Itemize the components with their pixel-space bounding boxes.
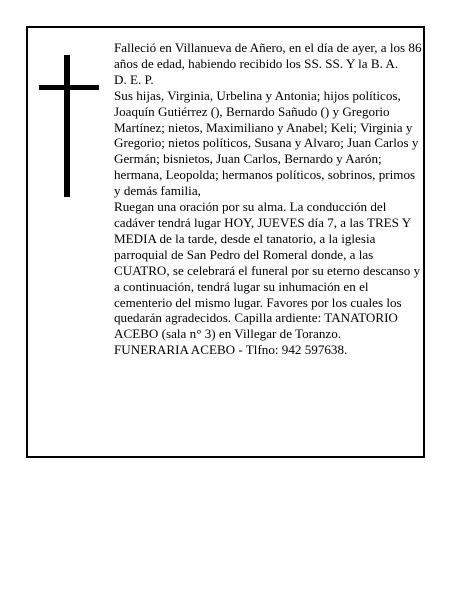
cross-vertical-bar	[64, 55, 70, 197]
service-details: Ruegan una oración por su alma. La conducción del cadáver tendrá lugar HOY, JUEVES día 7, a las TRES Y MEDIA de la tarde, desde el tanatorio, a la iglesia parroquial de San Pedro del Romeral donde, a las CUATRO, se celebrará el funeral por su eterno descanso y a continuación, tendrá lugar su inhumación en el cementerio del mismo lugar. Favores por los cuales los quedarán agradecidos. Capilla ardiente: TANATORIO ACEBO (sala n° 3) en Villegar de Toranzo.	[114, 199, 421, 342]
death-announcement: Falleció en Villanueva de Añero, en el día de ayer, a los 86 años de edad, habiendo recibido los SS. SS. Y la B. A.	[114, 40, 422, 71]
cross-icon	[39, 55, 99, 197]
family-list: Sus hijas, Virginia, Urbelina y Antonia; hijos políticos, Joaquín Gutiérrez (), Bernardo Sañudo () y Gregorio Martínez; nietos, Maximiliano y Anabel; Keli; Virginia y Gregorio; nietos políticos, Susana y Alvaro; Juan Carlos y Germán; bisnietos, Juan Carlos, Bernardo y Aarón; hermana, Leopolda; hermanos políticos, sobrinos, primos y demás familia,	[114, 87, 419, 199]
obituary-notice-frame	[26, 26, 425, 458]
obituary-text	[114, 40, 424, 358]
cross-horizontal-bar	[39, 85, 99, 90]
rip-line: D. E. P.	[114, 71, 154, 87]
funeral-home-contact: FUNERARIA ACEBO - Tlfno: 942 597638.	[114, 342, 348, 358]
